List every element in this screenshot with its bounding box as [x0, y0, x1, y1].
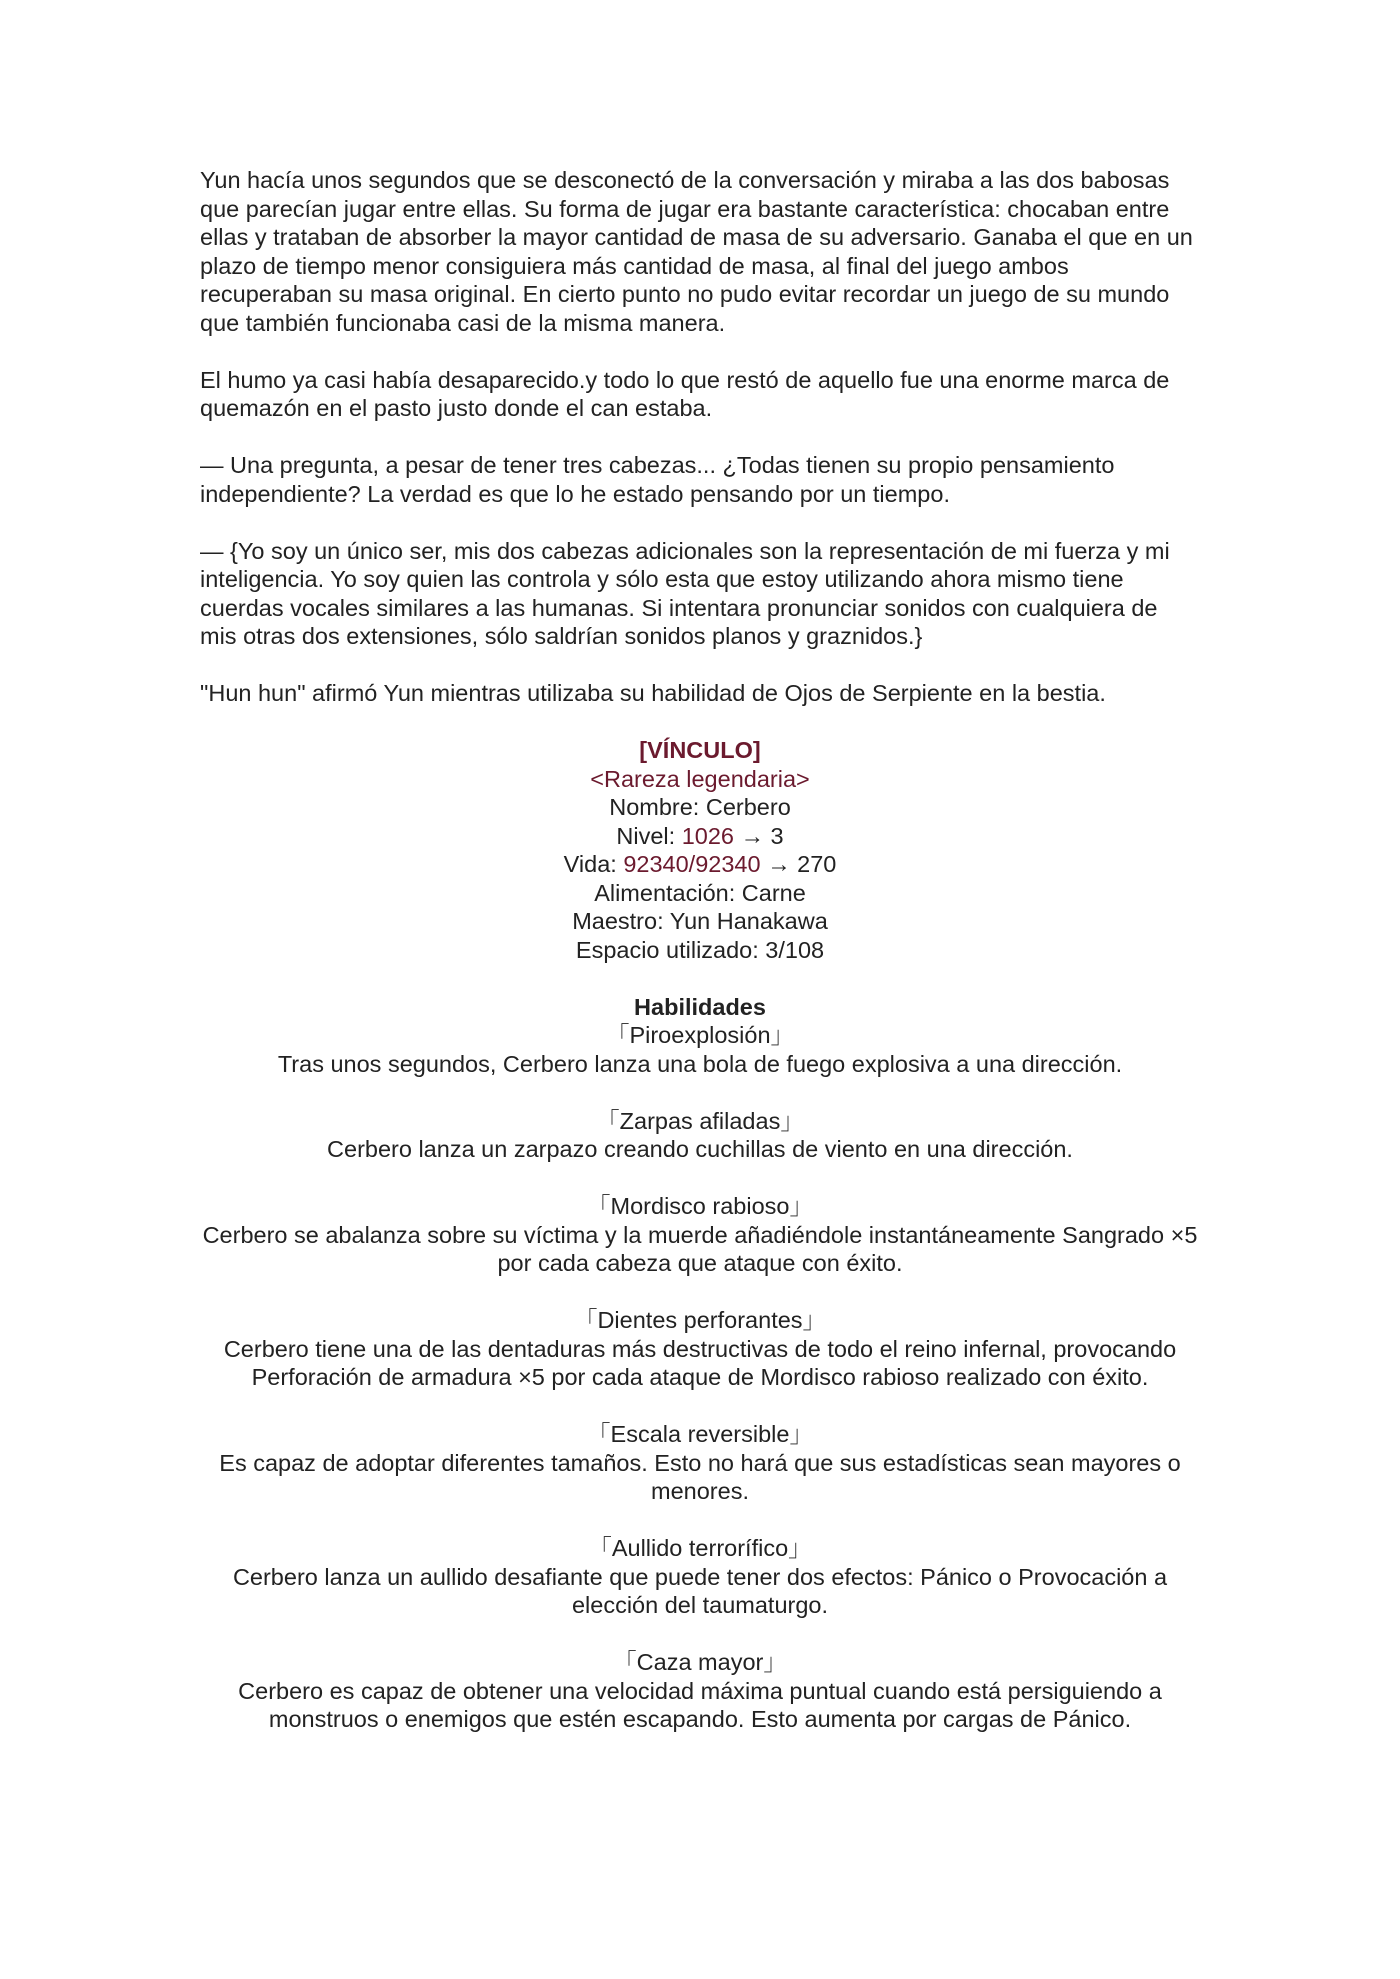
status-food: Alimentación: Carne — [594, 879, 806, 906]
skill-entry — [200, 1648, 1200, 1734]
document-page — [200, 166, 1200, 1762]
skills-section — [200, 993, 1200, 1734]
status-space: Espacio utilizado: 3/108 — [575, 936, 825, 963]
skill-entry — [200, 1192, 1200, 1278]
status-master: Maestro: Yun Hanakawa — [572, 908, 828, 934]
skill-entry — [200, 1021, 1200, 1078]
skill-description: Cerbero lanza un zarpazo creando cuchillas de viento en una dirección. — [327, 1136, 1073, 1162]
narrative-paragraph: Yun hacía unos segundos que se desconectó de la conversación y miraba a las dos babosas que parecían jugar entre ellas. Su forma de jugar era bastante característica: chocaban entre ellas y trataban de absorber la mayor cantidad de masa de su adversario. Ganaba el que en un plazo de tiempo menor consiguiera más cantidad de masa, al final del juego ambos recuperaban su masa original. En cierto punto no pudo evitar recordar un juego de su mundo que también funcionaba casi de la misma manera. — [200, 167, 1193, 336]
skill-description: Cerbero lanza un aullido desafiante que puede tener dos efectos: Pánico o Provocación a elección del taumaturgo. — [232, 1563, 1168, 1618]
status-level-old: 1026 — [681, 822, 734, 849]
skill-entry — [200, 1107, 1200, 1164]
status-level-label: Nivel: — [616, 822, 682, 849]
dialogue-paragraph: — {Yo soy un único ser, mis dos cabezas adicionales son la representación de mi fuerza y mi inteligencia. Yo soy quien las controla y sólo esta que estoy utilizando ahora mismo tiene cuerdas vocales similares a las humanas. Si intentara pronunciar sonidos con cualquiera de mis otras dos extensiones, sólo saldrían sonidos planos y graznidos.} — [200, 537, 1170, 649]
status-title: [VÍNCULO] — [639, 737, 761, 763]
skill-description: Es capaz de adoptar diferentes tamaños. Esto no hará que sus estadísticas sean mayores o menores. — [219, 1449, 1181, 1504]
dialogue-paragraph: — Una pregunta, a pesar de tener tres cabezas... ¿Todas tienen su propio pensamiento independiente? La verdad es que lo he estado pensando por un tiempo. — [200, 452, 1115, 507]
skill-name: 「Zarpas afiladas」 — [596, 1107, 804, 1134]
skill-name: 「Mordisco rabioso」 — [587, 1193, 813, 1219]
skill-description: Cerbero tiene una de las dentaduras más destructivas de todo el reino infernal, provocando Perforación de armadura ×5 por cada ataque de Mordisco rabioso realizado con éxito. — [223, 1335, 1177, 1390]
narrative-paragraph: "Hun hun" afirmó Yun mientras utilizaba su habilidad de Ojos de Serpiente en la bestia. — [200, 680, 1106, 706]
status-block — [200, 736, 1200, 964]
skill-name: 「Aullido terrorífico」 — [588, 1535, 812, 1561]
narrative-paragraph: El humo ya casi había desaparecido.y todo lo que restó de aquello fue una enorme marca de quemazón en el pasto justo donde el can estaba. — [200, 366, 1170, 421]
status-name: Nombre: Cerbero — [609, 794, 791, 820]
skill-description: Cerbero se abalanza sobre su víctima y la muerde añadiéndole instantáneamente Sangrado ×5 por cada cabeza que ataque con éxito. — [202, 1221, 1198, 1276]
skill-entry — [200, 1420, 1200, 1506]
status-life-new: → 270 — [760, 851, 837, 877]
status-life-old: 92340/92340 — [623, 851, 761, 877]
skill-entry — [200, 1534, 1200, 1620]
skill-name: 「Caza mayor」 — [613, 1649, 787, 1675]
skill-name: 「Dientes perforantes」 — [573, 1307, 827, 1333]
status-life-label: Vida: — [563, 851, 624, 877]
skill-name: 「Piroexplosión」 — [605, 1022, 795, 1048]
skill-description: Tras unos segundos, Cerbero lanza una bola de fuego explosiva a una dirección. — [277, 1050, 1123, 1077]
skill-description: Cerbero es capaz de obtener una velocidad máxima puntual cuando está persiguiendo a monstruos o enemigos que estén escapando. Esto aumenta por cargas de Pánico. — [238, 1677, 1162, 1732]
status-level-new: → 3 — [733, 822, 784, 849]
skills-heading: Habilidades — [634, 993, 766, 1020]
status-level — [200, 822, 1200, 851]
status-life — [200, 850, 1200, 879]
skill-entry — [200, 1306, 1200, 1392]
skill-name: 「Escala reversible」 — [587, 1421, 813, 1447]
status-rarity: <Rareza legendaria> — [590, 765, 810, 792]
